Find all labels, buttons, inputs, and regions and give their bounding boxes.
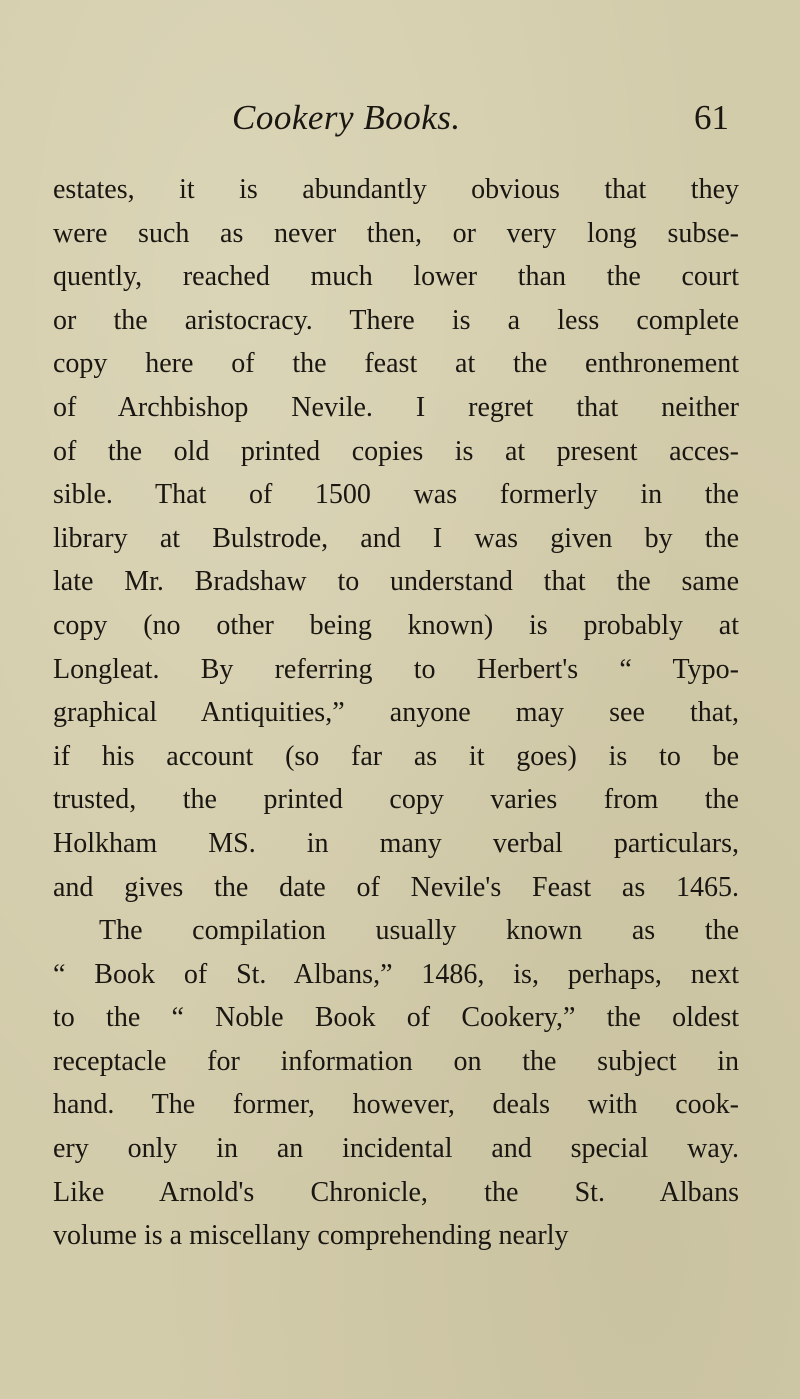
- text-line: graphical Antiquities,” anyone may see that,: [53, 697, 739, 729]
- text-line: quently, reached much lower than the court: [53, 261, 739, 293]
- text-line: estates, it is abundantly obvious that they: [53, 174, 739, 205]
- text-line: trusted, the printed copy varies from the: [53, 784, 739, 816]
- text-line: hand. The former, however, deals with cook-: [53, 1089, 739, 1121]
- text-line: were such as never then, or very long subse-: [53, 217, 739, 249]
- running-title: Cookery Books.: [232, 98, 461, 137]
- text-line: receptacle for information on the subject in: [53, 1045, 739, 1077]
- text-line: library at Bulstrode, and I was given by the: [53, 522, 739, 554]
- running-head: [0, 98, 800, 144]
- paragraph-start-line: The compilation usually known as the: [99, 915, 739, 947]
- text-line: ery only in an incidental and special way.: [53, 1133, 739, 1165]
- text-line: late Mr. Bradshaw to understand that the same: [53, 566, 739, 598]
- text-line: if his account (so far as it goes) is to be: [53, 740, 739, 772]
- text-line: sible. That of 1500 was formerly in the: [53, 479, 739, 511]
- text-line: volume is a miscellany comprehending nearly: [53, 1220, 569, 1252]
- text-line: Holkham MS. in many verbal particulars,: [53, 827, 739, 859]
- text-line: or the aristocracy. There is a less complete: [53, 304, 739, 336]
- body-text: [53, 168, 739, 1258]
- text-line: “ Book of St. Albans,” 1486, is, perhaps, next: [53, 958, 739, 990]
- text-line: to the “ Noble Book of Cookery,” the oldest: [53, 1002, 739, 1034]
- text-line: of Archbishop Nevile. I regret that neither: [53, 391, 739, 423]
- text-line: copy here of the feast at the enthronement: [53, 348, 739, 380]
- page-number: 61: [694, 98, 729, 137]
- text-line: copy (no other being known) is probably at: [53, 609, 739, 641]
- text-line: Like Arnold's Chronicle, the St. Albans: [53, 1176, 739, 1208]
- text-line: of the old printed copies is at present acces-: [53, 435, 739, 467]
- text-line: and gives the date of Nevile's Feast as 1465.: [53, 871, 739, 903]
- text-line: Longleat. By referring to Herbert's “ Typo-: [53, 653, 739, 685]
